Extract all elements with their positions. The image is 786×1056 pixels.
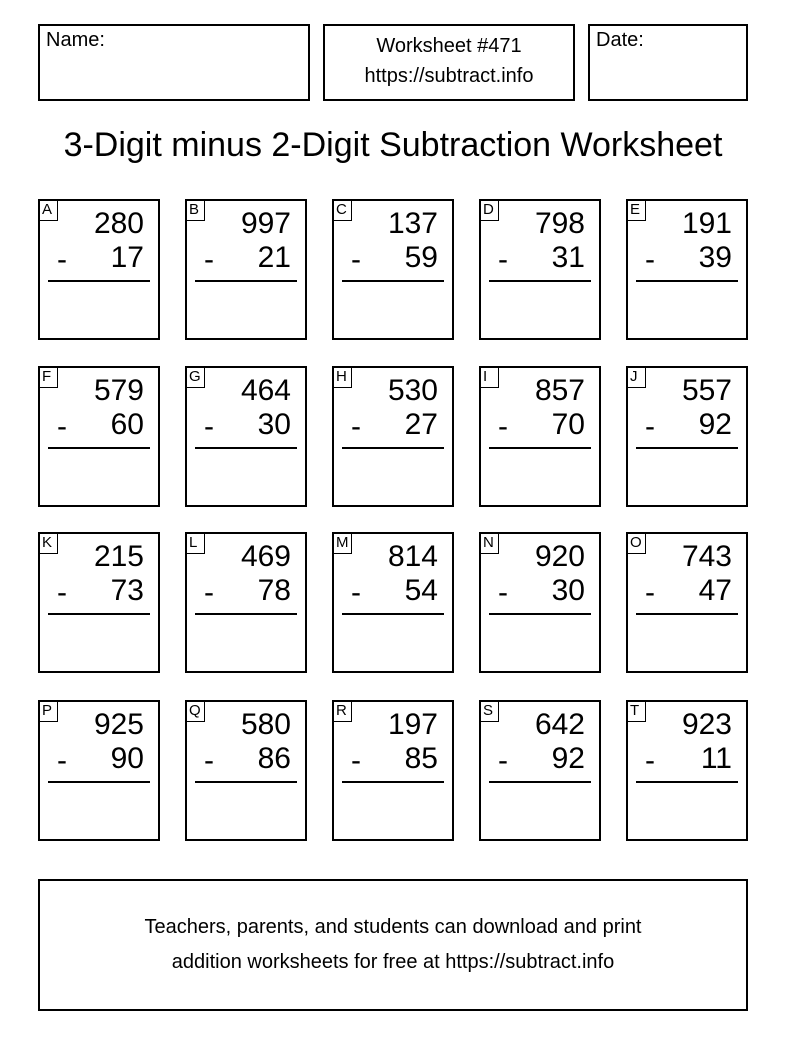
problem-card[interactable] — [38, 700, 160, 841]
answer-line — [636, 613, 738, 615]
subtrahend: 59 — [404, 241, 438, 274]
minuend: 464 — [240, 374, 291, 407]
page-title: 3-Digit minus 2-Digit Subtraction Worksheet — [63, 126, 723, 164]
problem-card[interactable] — [185, 532, 307, 673]
footer-box — [38, 879, 748, 1011]
worksheet-number: Worksheet #471 — [376, 35, 522, 57]
minuend: 798 — [534, 207, 585, 240]
problem-letter: J — [626, 366, 646, 388]
answer-line — [48, 447, 150, 449]
answer-line — [48, 613, 150, 615]
minus-sign: - — [204, 410, 214, 443]
minus-sign: - — [645, 744, 655, 777]
worksheet-info-box — [323, 24, 575, 101]
worksheet-url: https://subtract.info — [364, 65, 534, 87]
minus-sign: - — [204, 744, 214, 777]
minus-sign: - — [351, 243, 361, 276]
answer-line — [342, 781, 444, 783]
date-label: Date: — [596, 29, 644, 51]
problem-card[interactable] — [626, 700, 748, 841]
problem-letter: F — [38, 366, 58, 388]
answer-line — [636, 781, 738, 783]
subtrahend: 85 — [404, 742, 438, 775]
subtrahend: 86 — [257, 742, 291, 775]
problem-letter: T — [626, 700, 646, 722]
answer-line — [489, 781, 591, 783]
problem-letter: S — [479, 700, 499, 722]
problem-card[interactable] — [479, 199, 601, 340]
minuend: 530 — [387, 374, 438, 407]
minus-sign: - — [57, 410, 67, 443]
problem-letter: B — [185, 199, 205, 221]
answer-line — [489, 613, 591, 615]
minus-sign: - — [204, 576, 214, 609]
problem-letter: I — [479, 366, 499, 388]
date-box[interactable] — [588, 24, 748, 101]
subtrahend: 60 — [110, 408, 144, 441]
minus-sign: - — [645, 243, 655, 276]
minus-sign: - — [351, 410, 361, 443]
problem-letter: M — [332, 532, 352, 554]
problem-card[interactable] — [185, 700, 307, 841]
answer-line — [489, 447, 591, 449]
minus-sign: - — [351, 576, 361, 609]
subtrahend: 78 — [257, 574, 291, 607]
minus-sign: - — [57, 744, 67, 777]
answer-line — [48, 781, 150, 783]
answer-line — [342, 280, 444, 282]
minuend: 580 — [240, 708, 291, 741]
subtrahend: 47 — [698, 574, 732, 607]
answer-line — [195, 280, 297, 282]
problem-letter: H — [332, 366, 352, 388]
minuend: 137 — [387, 207, 438, 240]
minuend: 579 — [93, 374, 144, 407]
minuend: 814 — [387, 540, 438, 573]
answer-line — [636, 280, 738, 282]
minus-sign: - — [498, 576, 508, 609]
minuend: 642 — [534, 708, 585, 741]
subtrahend: 73 — [110, 574, 144, 607]
problem-card[interactable] — [332, 532, 454, 673]
minus-sign: - — [57, 576, 67, 609]
problem-card[interactable] — [479, 366, 601, 507]
minuend: 925 — [93, 708, 144, 741]
problem-card[interactable] — [626, 532, 748, 673]
minuend: 191 — [681, 207, 732, 240]
minuend: 280 — [93, 207, 144, 240]
footer-line-2: addition worksheets for free at https://subtract.info — [171, 951, 615, 973]
problem-card[interactable] — [332, 700, 454, 841]
subtrahend: 92 — [698, 408, 732, 441]
subtrahend: 92 — [551, 742, 585, 775]
footer-line-1: Teachers, parents, and students can download and print — [144, 916, 642, 938]
minus-sign: - — [498, 243, 508, 276]
subtrahend: 31 — [551, 241, 585, 274]
minuend: 997 — [240, 207, 291, 240]
subtrahend: 30 — [551, 574, 585, 607]
problem-card[interactable] — [626, 366, 748, 507]
minus-sign: - — [351, 744, 361, 777]
problem-letter: K — [38, 532, 58, 554]
subtrahend: 54 — [404, 574, 438, 607]
problem-card[interactable] — [38, 532, 160, 673]
subtrahend: 27 — [404, 408, 438, 441]
subtrahend: 70 — [551, 408, 585, 441]
minus-sign: - — [57, 243, 67, 276]
subtrahend: 11 — [700, 742, 732, 775]
name-label: Name: — [46, 29, 105, 51]
problem-letter: P — [38, 700, 58, 722]
problem-letter: D — [479, 199, 499, 221]
problem-letter: C — [332, 199, 352, 221]
minuend: 557 — [681, 374, 732, 407]
problem-card[interactable] — [38, 199, 160, 340]
answer-line — [195, 781, 297, 783]
subtrahend: 90 — [110, 742, 144, 775]
minus-sign: - — [498, 410, 508, 443]
problem-card[interactable] — [185, 366, 307, 507]
problem-letter: L — [185, 532, 205, 554]
problem-card[interactable] — [332, 199, 454, 340]
answer-line — [489, 280, 591, 282]
problem-letter: Q — [185, 700, 205, 722]
problem-card[interactable] — [38, 366, 160, 507]
subtrahend: 17 — [110, 241, 144, 274]
problem-letter: O — [626, 532, 646, 554]
problem-letter: R — [332, 700, 352, 722]
minuend: 215 — [93, 540, 144, 573]
minuend: 469 — [240, 540, 291, 573]
answer-line — [195, 613, 297, 615]
minus-sign: - — [645, 576, 655, 609]
problem-letter: A — [38, 199, 58, 221]
problem-letter: E — [626, 199, 646, 221]
subtrahend: 21 — [257, 241, 291, 274]
minuend: 923 — [681, 708, 732, 741]
minuend: 857 — [534, 374, 585, 407]
subtrahend: 39 — [698, 241, 732, 274]
problem-card[interactable] — [479, 532, 601, 673]
problem-card[interactable] — [332, 366, 454, 507]
subtrahend: 30 — [257, 408, 291, 441]
problem-card[interactable] — [626, 199, 748, 340]
answer-line — [48, 280, 150, 282]
problem-card[interactable] — [185, 199, 307, 340]
answer-line — [195, 447, 297, 449]
answer-line — [342, 447, 444, 449]
problem-letter: G — [185, 366, 205, 388]
minuend: 197 — [387, 708, 438, 741]
minus-sign: - — [204, 243, 214, 276]
name-box[interactable] — [38, 24, 310, 101]
minuend: 920 — [534, 540, 585, 573]
minus-sign: - — [645, 410, 655, 443]
minus-sign: - — [498, 744, 508, 777]
problem-card[interactable] — [479, 700, 601, 841]
problem-letter: N — [479, 532, 499, 554]
answer-line — [636, 447, 738, 449]
answer-line — [342, 613, 444, 615]
minuend: 743 — [681, 540, 732, 573]
